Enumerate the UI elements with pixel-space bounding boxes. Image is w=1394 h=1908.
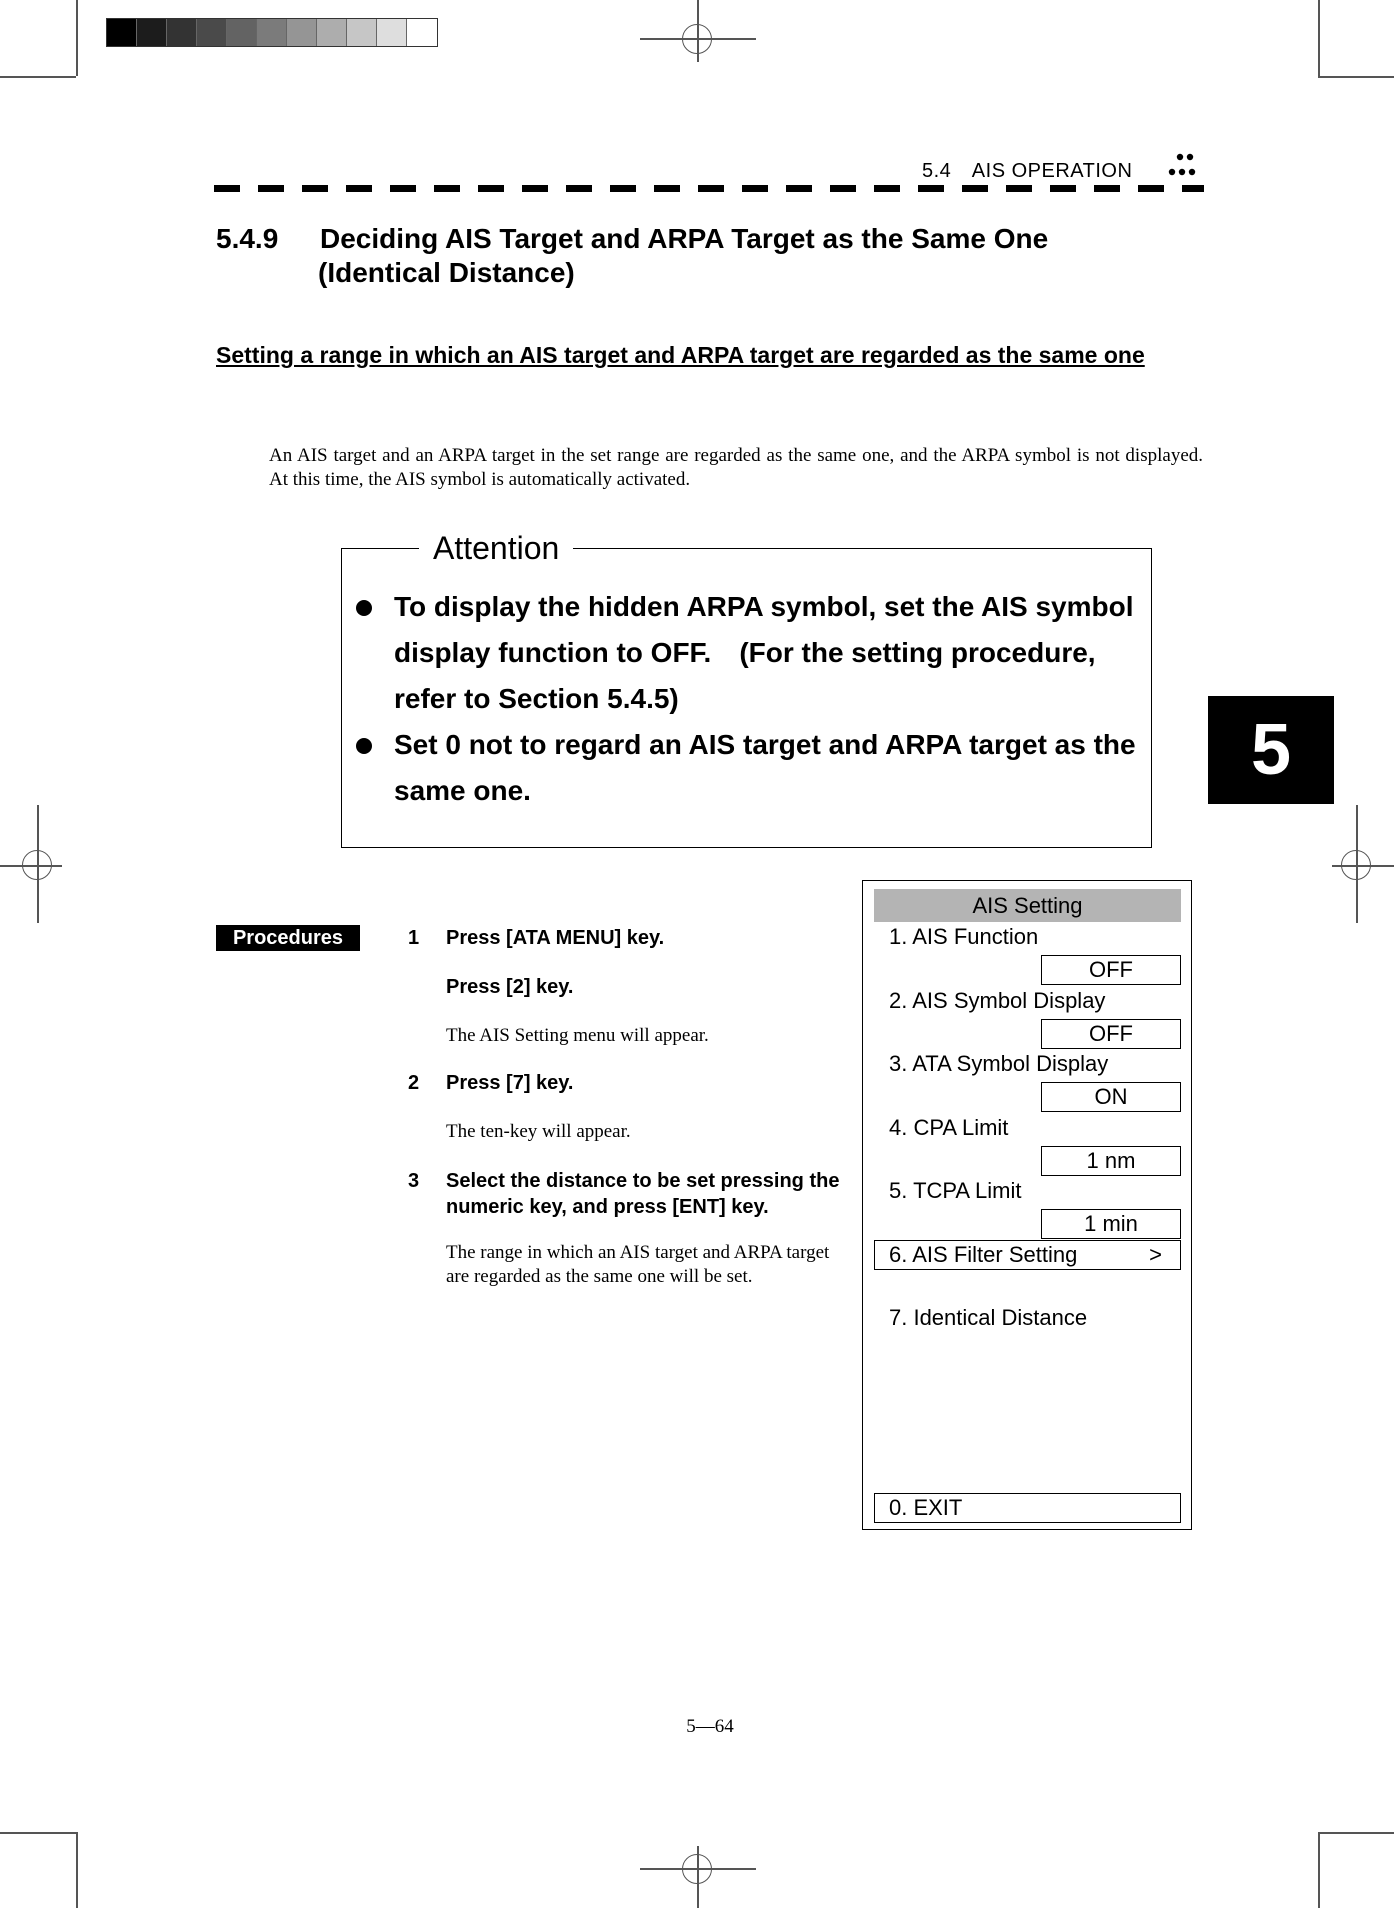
menu-item-ais-function[interactable]: 1. AIS Function	[889, 924, 1039, 949]
menu-item-ais-filter-setting[interactable]: 6. AIS Filter Setting >	[874, 1240, 1181, 1270]
step-number: 1	[408, 927, 420, 949]
menu-title: AIS Setting	[874, 889, 1181, 922]
step-result: The range in which an AIS target and ARPA target are regarded as the same one will be set.	[446, 1242, 830, 1287]
ata-symbol-display-value[interactable]: ON	[1041, 1082, 1181, 1112]
section-dots-icon	[1168, 152, 1198, 178]
menu-item-ais-symbol-display[interactable]: 2. AIS Symbol Display	[889, 988, 1106, 1013]
section-number: 5.4.9	[216, 223, 279, 254]
grayscale-strip	[106, 18, 438, 47]
attention-item: Set 0 not to regard an AIS target and ARPA target as the same one.	[356, 722, 1136, 814]
step-result: The AIS Setting menu will appear.	[446, 1025, 709, 1046]
step-action: Press [7] key.	[446, 1072, 574, 1094]
step-number: 3	[408, 1170, 420, 1192]
cpa-limit-value[interactable]: 1 nm	[1041, 1146, 1181, 1176]
attention-list	[356, 584, 1136, 814]
bullet-icon	[356, 738, 372, 754]
submenu-arrow-icon: >	[1149, 1242, 1162, 1267]
attention-title: Attention	[419, 528, 573, 568]
menu-item-tcpa-limit[interactable]: 5. TCPA Limit	[889, 1178, 1022, 1203]
ais-function-value[interactable]: OFF	[1041, 955, 1181, 985]
menu-item-ata-symbol-display[interactable]: 3. ATA Symbol Display	[889, 1051, 1109, 1076]
ais-symbol-display-value[interactable]: OFF	[1041, 1019, 1181, 1049]
section-title-line1: Deciding AIS Target and ARPA Target as the Same One	[320, 223, 1049, 254]
step-action: Press [2] key.	[446, 976, 574, 998]
section-title	[216, 222, 1048, 290]
section-title-line2: (Identical Distance)	[318, 257, 575, 288]
page-number: 5—64	[686, 1716, 734, 1737]
subheading: Setting a range in which an AIS target and ARPA target are regarded as the same one	[216, 342, 1145, 368]
bullet-icon	[356, 600, 372, 616]
menu-item-identical-distance[interactable]: 7. Identical Distance	[889, 1305, 1088, 1330]
step-action: Press [ATA MENU] key.	[446, 927, 665, 949]
tcpa-limit-value[interactable]: 1 min	[1041, 1209, 1181, 1239]
step-result: The ten-key will appear.	[446, 1121, 631, 1142]
header-dashed-rule	[214, 185, 1204, 192]
attention-item: To display the hidden ARPA symbol, set the AIS symbol display function to OFF. (For the setting procedure, refer to Section 5.4.5)	[356, 584, 1136, 722]
running-header: 5.4 AIS OPERATION	[922, 160, 1133, 182]
step-number: 2	[408, 1072, 420, 1094]
intro-paragraph: An AIS target and an ARPA target in the set range are regarded as the same one, and the ARPA symbol is not displayed. At this time, the AIS symbol is automatically activated.	[269, 445, 1223, 490]
menu-item-cpa-limit[interactable]: 4. CPA Limit	[889, 1115, 1009, 1140]
step-action: Select the distance to be set pressing the numeric key, and press [ENT] key.	[446, 1170, 840, 1218]
menu-item-exit[interactable]: 0. EXIT	[874, 1493, 1181, 1523]
procedures-label: Procedures	[216, 925, 360, 951]
chapter-tab: 5	[1208, 696, 1334, 804]
